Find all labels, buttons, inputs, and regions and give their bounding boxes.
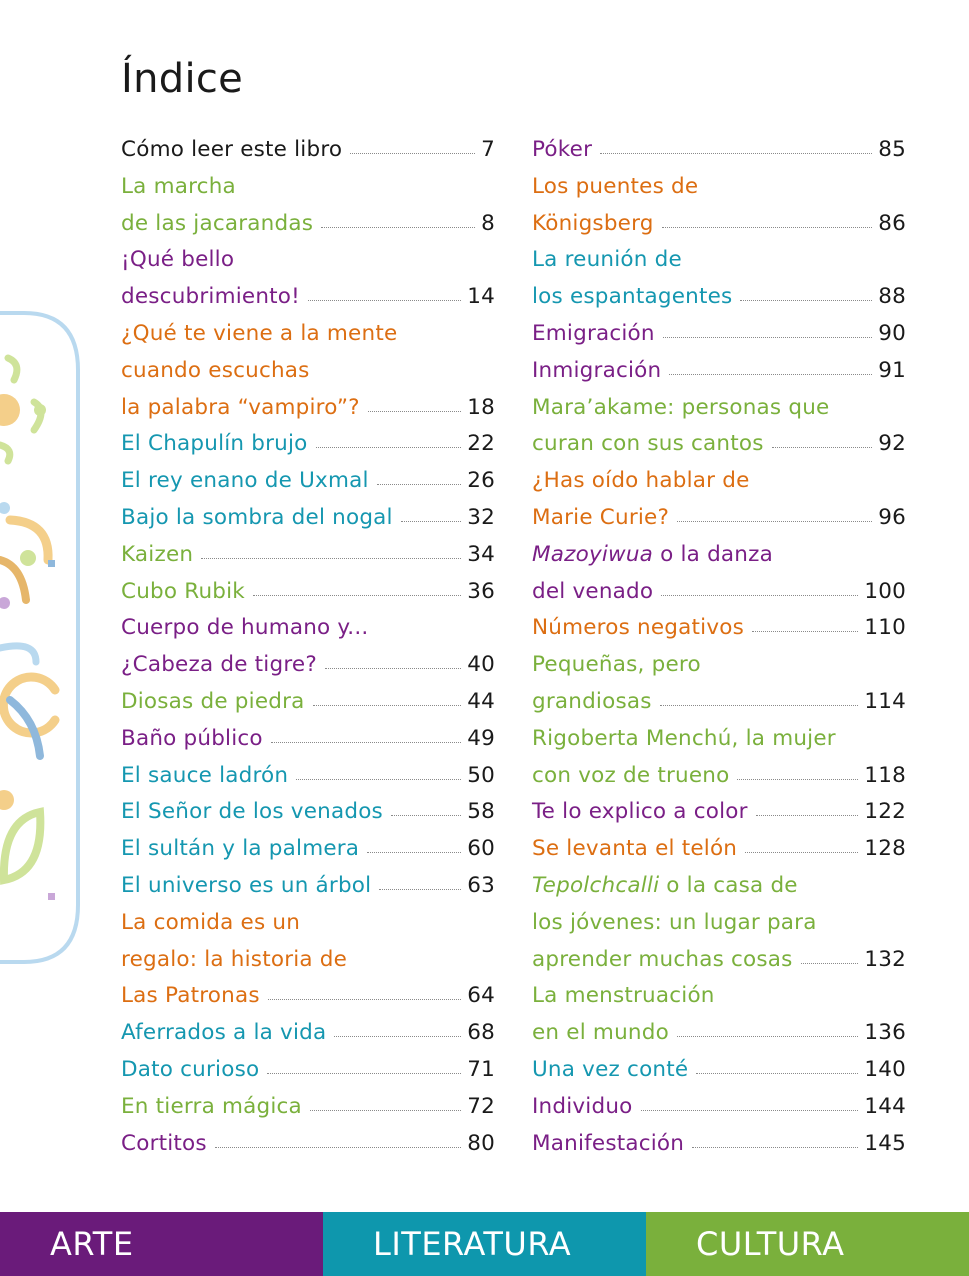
toc-entry-title: El Señor de los venados xyxy=(121,799,383,825)
toc-page-number: 136 xyxy=(864,1020,906,1046)
toc-entry-title: ¿Has oído hablar de xyxy=(532,468,750,494)
toc-entry-line xyxy=(532,942,906,979)
toc-entry[interactable] xyxy=(121,610,495,684)
toc-entry-line xyxy=(532,316,906,353)
toc-entry-title: Cómo leer este libro xyxy=(121,137,343,162)
dot-leader xyxy=(316,447,462,448)
toc-entry-line xyxy=(121,1052,495,1089)
toc-entry-line xyxy=(121,721,495,758)
toc-entry[interactable] xyxy=(121,1126,495,1163)
toc-entry-title xyxy=(532,537,773,574)
toc-entry[interactable] xyxy=(121,242,495,316)
deco-circle xyxy=(0,394,20,426)
toc-entry-line xyxy=(532,132,906,169)
toc-entry-line xyxy=(532,426,906,463)
toc-entry-title: Marie Curie? xyxy=(532,504,670,530)
toc-entry[interactable] xyxy=(532,1126,906,1163)
toc-entry[interactable] xyxy=(532,610,906,647)
toc-entry-title: curan con sus cantos xyxy=(532,431,764,457)
toc-entry-line xyxy=(532,206,906,243)
dot-leader xyxy=(696,1073,858,1074)
toc-entry[interactable] xyxy=(532,390,906,464)
toc-entry-title: Diosas de piedra xyxy=(121,688,305,714)
dot-leader xyxy=(677,521,872,522)
dot-leader xyxy=(296,779,461,780)
toc-page-number: 128 xyxy=(864,836,906,862)
toc-entry[interactable] xyxy=(121,463,495,500)
toc-entry-line xyxy=(121,537,495,574)
toc-entry[interactable] xyxy=(121,132,495,169)
toc-entry-line xyxy=(532,242,906,279)
toc-entry-line xyxy=(121,1015,495,1052)
dot-leader xyxy=(740,300,872,301)
toc-entry-title: ¡Qué bello xyxy=(121,247,235,273)
toc-entry-line xyxy=(532,169,906,206)
toc-page-number: 14 xyxy=(467,284,495,310)
dot-leader xyxy=(401,521,462,522)
toc-entry[interactable] xyxy=(121,721,495,758)
toc-entry-line xyxy=(121,831,495,868)
toc-entry[interactable] xyxy=(532,316,906,353)
toc-entry-title: la palabra “vampiro”? xyxy=(121,394,360,420)
toc-entry[interactable] xyxy=(532,831,906,868)
dot-leader xyxy=(310,1110,461,1111)
toc-entry[interactable] xyxy=(532,978,906,1052)
toc-entry-title xyxy=(532,868,798,905)
toc-entry-title: Mara’akame: personas que xyxy=(532,394,830,420)
dot-leader xyxy=(334,1036,461,1037)
toc-entry-title: Cortitos xyxy=(121,1130,207,1156)
toc-entry-title: Se levanta el telón xyxy=(532,836,738,862)
toc-entry[interactable] xyxy=(532,537,906,611)
toc-entry-line xyxy=(121,132,495,169)
toc-entry-title: Los puentes de xyxy=(532,173,699,199)
toc-entry[interactable] xyxy=(532,463,906,537)
dot-leader xyxy=(662,227,873,228)
toc-entry-title: El Chapulín brujo xyxy=(121,431,308,457)
toc-entry-line xyxy=(532,831,906,868)
deco-square xyxy=(48,893,55,900)
toc-entry-line xyxy=(121,426,495,463)
toc-page-number: 100 xyxy=(864,578,906,604)
toc-entry-line xyxy=(532,610,906,647)
toc-entry-line xyxy=(121,353,495,390)
dot-leader xyxy=(321,227,475,228)
toc-entry-title: El sultán y la palmera xyxy=(121,836,360,862)
toc-entry-title: Manifestación xyxy=(532,1130,685,1156)
dot-leader xyxy=(308,300,461,301)
dot-leader xyxy=(379,889,461,890)
dot-leader xyxy=(271,742,461,743)
toc-entry-line xyxy=(532,978,906,1015)
toc-entry-line xyxy=(121,794,495,831)
toc-entry[interactable] xyxy=(532,794,906,831)
toc-entry[interactable] xyxy=(121,684,495,721)
dot-leader xyxy=(661,595,858,596)
toc-entry-title: Rigoberta Menchú, la mujer xyxy=(532,725,836,751)
dot-leader xyxy=(756,815,859,816)
toc-entry-title: aprender muchas cosas xyxy=(532,946,793,972)
toc-entry-line xyxy=(121,1089,495,1126)
dot-leader xyxy=(660,705,859,706)
toc-entry[interactable] xyxy=(121,794,495,831)
toc-entry-title: ¿Cabeza de tigre? xyxy=(121,652,317,678)
toc-entry[interactable] xyxy=(121,1052,495,1089)
toc-entry-title: los espantagentes xyxy=(532,284,733,310)
toc-page-number: 140 xyxy=(864,1056,906,1082)
dot-leader xyxy=(663,337,872,338)
toc-entry-line xyxy=(121,279,495,316)
toc-page-number: 44 xyxy=(467,688,495,714)
toc-entry[interactable] xyxy=(532,1052,906,1089)
toc-entry-title: del venado xyxy=(532,578,654,604)
toc-entry-title: Dato curioso xyxy=(121,1056,260,1082)
toc-page-number: 92 xyxy=(878,431,906,457)
toc-entry-line xyxy=(121,647,495,684)
dot-leader xyxy=(692,1147,858,1148)
toc-page-number: 88 xyxy=(878,284,906,310)
toc-entry[interactable] xyxy=(121,169,495,243)
toc-entry-line xyxy=(532,353,906,390)
toc-page-number: 22 xyxy=(467,431,495,457)
page-title: Índice xyxy=(121,56,244,102)
dot-leader xyxy=(641,1110,859,1111)
toc-entry-title: Cubo Rubik xyxy=(121,578,245,604)
toc-page-number: 110 xyxy=(864,615,906,641)
dot-leader xyxy=(391,815,461,816)
toc-entry[interactable] xyxy=(121,868,495,905)
toc-entry-title-italic: Tepolchcalli xyxy=(532,872,660,898)
toc-entry-line xyxy=(121,978,495,1015)
toc-entry-title: descubrimiento! xyxy=(121,284,300,310)
toc-page-number: 96 xyxy=(878,504,906,530)
toc-entry-title: cuando escuchas xyxy=(121,357,310,383)
toc-entry[interactable] xyxy=(532,242,906,316)
toc-entry-line xyxy=(121,610,495,647)
toc-entry-title: El universo es un árbol xyxy=(121,872,372,898)
deco-dot xyxy=(0,597,10,609)
toc-page-number: 7 xyxy=(481,137,495,162)
toc-entry-line xyxy=(121,390,495,427)
toc-page-number: 63 xyxy=(467,872,495,898)
toc-entry-title: Cuerpo de humano y... xyxy=(121,615,369,641)
section-literatura: LITERATURA xyxy=(323,1212,646,1276)
toc-entry-title: Aferrados a la vida xyxy=(121,1020,327,1046)
deco-arc xyxy=(0,560,26,600)
toc-page-number: 72 xyxy=(467,1093,495,1119)
toc-entry-title: Pequeñas, pero xyxy=(532,652,701,678)
dot-leader xyxy=(350,153,475,154)
toc-entry-line xyxy=(121,1126,495,1163)
deco-dot xyxy=(0,790,14,810)
toc-entry-line xyxy=(532,758,906,795)
toc-entry-title: Emigración xyxy=(532,320,655,346)
dot-leader xyxy=(267,1073,461,1074)
toc-entry-title: La comida es un xyxy=(121,909,301,935)
toc-entry[interactable] xyxy=(532,868,906,978)
dot-leader xyxy=(677,1036,858,1037)
toc-entry-title-italic: Mazoyiwua xyxy=(532,541,654,567)
toc-entry-title: con voz de trueno xyxy=(532,762,730,788)
toc-entry-title: ¿Qué te viene a la mente xyxy=(121,320,398,346)
toc-page-number: 60 xyxy=(467,836,495,862)
toc-entry-line xyxy=(532,279,906,316)
deco-dot xyxy=(0,502,10,514)
toc-entry-title: regalo: la historia de xyxy=(121,946,348,972)
toc-entry-line xyxy=(121,242,495,279)
dot-leader xyxy=(745,852,858,853)
toc-entry-line xyxy=(532,868,906,905)
toc-entry[interactable] xyxy=(532,1089,906,1126)
toc-entry-title: Baño público xyxy=(121,725,263,751)
deco-curl xyxy=(0,445,10,461)
toc-entry-title: El sauce ladrón xyxy=(121,762,289,788)
toc-page-number: 8 xyxy=(481,210,495,236)
toc-entry-title-rest: o la danza xyxy=(653,541,773,567)
toc-entry-title: El rey enano de Uxmal xyxy=(121,468,369,494)
dot-leader xyxy=(737,779,858,780)
deco-square xyxy=(48,560,55,567)
deco-dot xyxy=(34,404,46,416)
toc-entry-title-rest: o la casa de xyxy=(659,872,798,898)
toc-entry[interactable] xyxy=(121,316,495,426)
toc-entry-line xyxy=(532,463,906,500)
dot-leader xyxy=(772,447,873,448)
toc-entry[interactable] xyxy=(532,647,906,721)
dot-leader xyxy=(377,484,462,485)
toc-page-number: 32 xyxy=(467,504,495,530)
toc-entry[interactable] xyxy=(121,1089,495,1126)
toc-entry-line xyxy=(121,500,495,537)
dot-leader xyxy=(313,705,462,706)
toc-entry-title: Bajo la sombra del nogal xyxy=(121,504,393,530)
toc-entry[interactable] xyxy=(532,353,906,390)
toc-entry-line xyxy=(532,1015,906,1052)
toc-entry-title: La reunión de xyxy=(532,247,682,273)
deco-curl xyxy=(8,358,17,380)
toc-entry-title: Individuo xyxy=(532,1093,633,1119)
toc-entry-line xyxy=(532,647,906,684)
toc-page-number: 18 xyxy=(467,394,495,420)
toc-entry-line xyxy=(532,500,906,537)
toc-entry-line xyxy=(532,905,906,942)
toc-page-number: 71 xyxy=(467,1056,495,1082)
toc-page-number: 114 xyxy=(864,688,906,714)
toc-right-column xyxy=(532,132,906,1162)
toc-entry[interactable] xyxy=(121,831,495,868)
toc-entry-line xyxy=(121,684,495,721)
toc-page-number: 144 xyxy=(864,1093,906,1119)
toc-page-number: 80 xyxy=(467,1130,495,1156)
toc-entry-title: Inmigración xyxy=(532,357,662,383)
toc-page-number: 118 xyxy=(864,762,906,788)
section-legend-bar xyxy=(0,1212,969,1276)
toc-page-number: 64 xyxy=(467,983,495,1009)
deco-arc xyxy=(0,646,36,662)
toc-entry[interactable] xyxy=(121,537,495,574)
toc-entry-line xyxy=(121,316,495,353)
toc-entry-line xyxy=(532,1126,906,1163)
dot-leader xyxy=(325,668,461,669)
toc-entry-line xyxy=(532,1089,906,1126)
toc-entry[interactable] xyxy=(121,758,495,795)
toc-page-number: 91 xyxy=(878,357,906,383)
toc-page-number: 58 xyxy=(467,799,495,825)
toc-entry[interactable] xyxy=(121,574,495,611)
dot-leader xyxy=(752,631,858,632)
deco-dot xyxy=(20,550,36,566)
toc-page-number: 26 xyxy=(467,468,495,494)
toc-entry-title: los jóvenes: un lugar para xyxy=(532,909,817,935)
toc-entry-line xyxy=(532,794,906,831)
toc-page-number: 50 xyxy=(467,762,495,788)
toc-entry-title: Números negativos xyxy=(532,615,744,641)
toc-entry-line xyxy=(121,169,495,206)
toc-entry-line xyxy=(121,758,495,795)
toc-entry-title: de las jacarandas xyxy=(121,210,314,236)
toc-entry-line xyxy=(121,206,495,243)
section-cultura: CULTURA xyxy=(646,1212,969,1276)
toc-page-number: 145 xyxy=(864,1130,906,1156)
toc-page-number: 40 xyxy=(467,652,495,678)
toc-entry-line xyxy=(532,684,906,721)
toc-entry-line xyxy=(532,574,906,611)
toc-entry-title: Una vez conté xyxy=(532,1056,689,1082)
dot-leader xyxy=(201,558,461,559)
toc-entry-title: grandiosas xyxy=(532,688,652,714)
deco-leaf xyxy=(4,812,40,880)
toc-page-number: 132 xyxy=(864,946,906,972)
toc-entry-line xyxy=(121,574,495,611)
dot-leader xyxy=(368,411,461,412)
dot-leader xyxy=(801,963,859,964)
dot-leader xyxy=(215,1147,461,1148)
section-arte: ARTE xyxy=(0,1212,323,1276)
toc-entry-title: La menstruación xyxy=(532,983,715,1009)
toc-entry-title: Póker xyxy=(532,137,593,162)
toc-entry[interactable] xyxy=(121,905,495,1015)
toc-entry-line xyxy=(532,390,906,427)
toc-entry-title: Königsberg xyxy=(532,210,654,236)
toc-entry[interactable] xyxy=(532,169,906,243)
toc-entry[interactable] xyxy=(121,500,495,537)
toc-left-column xyxy=(121,132,495,1162)
toc-page-number: 86 xyxy=(878,210,906,236)
toc-entry-line xyxy=(532,721,906,758)
dot-leader xyxy=(669,374,872,375)
toc-entry[interactable] xyxy=(121,1015,495,1052)
toc-entry-title: en el mundo xyxy=(532,1020,669,1046)
dot-leader xyxy=(600,153,872,154)
toc-entry-title: Kaizen xyxy=(121,541,194,567)
dot-leader xyxy=(253,595,461,596)
toc-entry-title: En tierra mágica xyxy=(121,1093,302,1119)
toc-entry-line xyxy=(121,905,495,942)
toc-entry-line xyxy=(532,537,906,574)
toc-entry-line xyxy=(121,463,495,500)
toc-entry[interactable] xyxy=(532,721,906,795)
toc-page-number: 36 xyxy=(467,578,495,604)
toc-page-number: 122 xyxy=(864,799,906,825)
toc-page-number: 68 xyxy=(467,1020,495,1046)
toc-page-number: 85 xyxy=(878,137,906,162)
toc-page-number: 49 xyxy=(467,725,495,751)
toc-entry[interactable] xyxy=(121,426,495,463)
toc-entry-title: Las Patronas xyxy=(121,983,260,1009)
toc-entry-line xyxy=(532,1052,906,1089)
dot-leader xyxy=(268,999,462,1000)
toc-page-number: 34 xyxy=(467,541,495,567)
toc-entry-line xyxy=(121,942,495,979)
toc-entry-title: Te lo explico a color xyxy=(532,799,748,825)
toc-entry-title: La marcha xyxy=(121,173,236,199)
toc-entry[interactable] xyxy=(532,132,906,169)
dot-leader xyxy=(367,852,461,853)
toc-page-number: 90 xyxy=(878,320,906,346)
toc-entry-line xyxy=(121,868,495,905)
